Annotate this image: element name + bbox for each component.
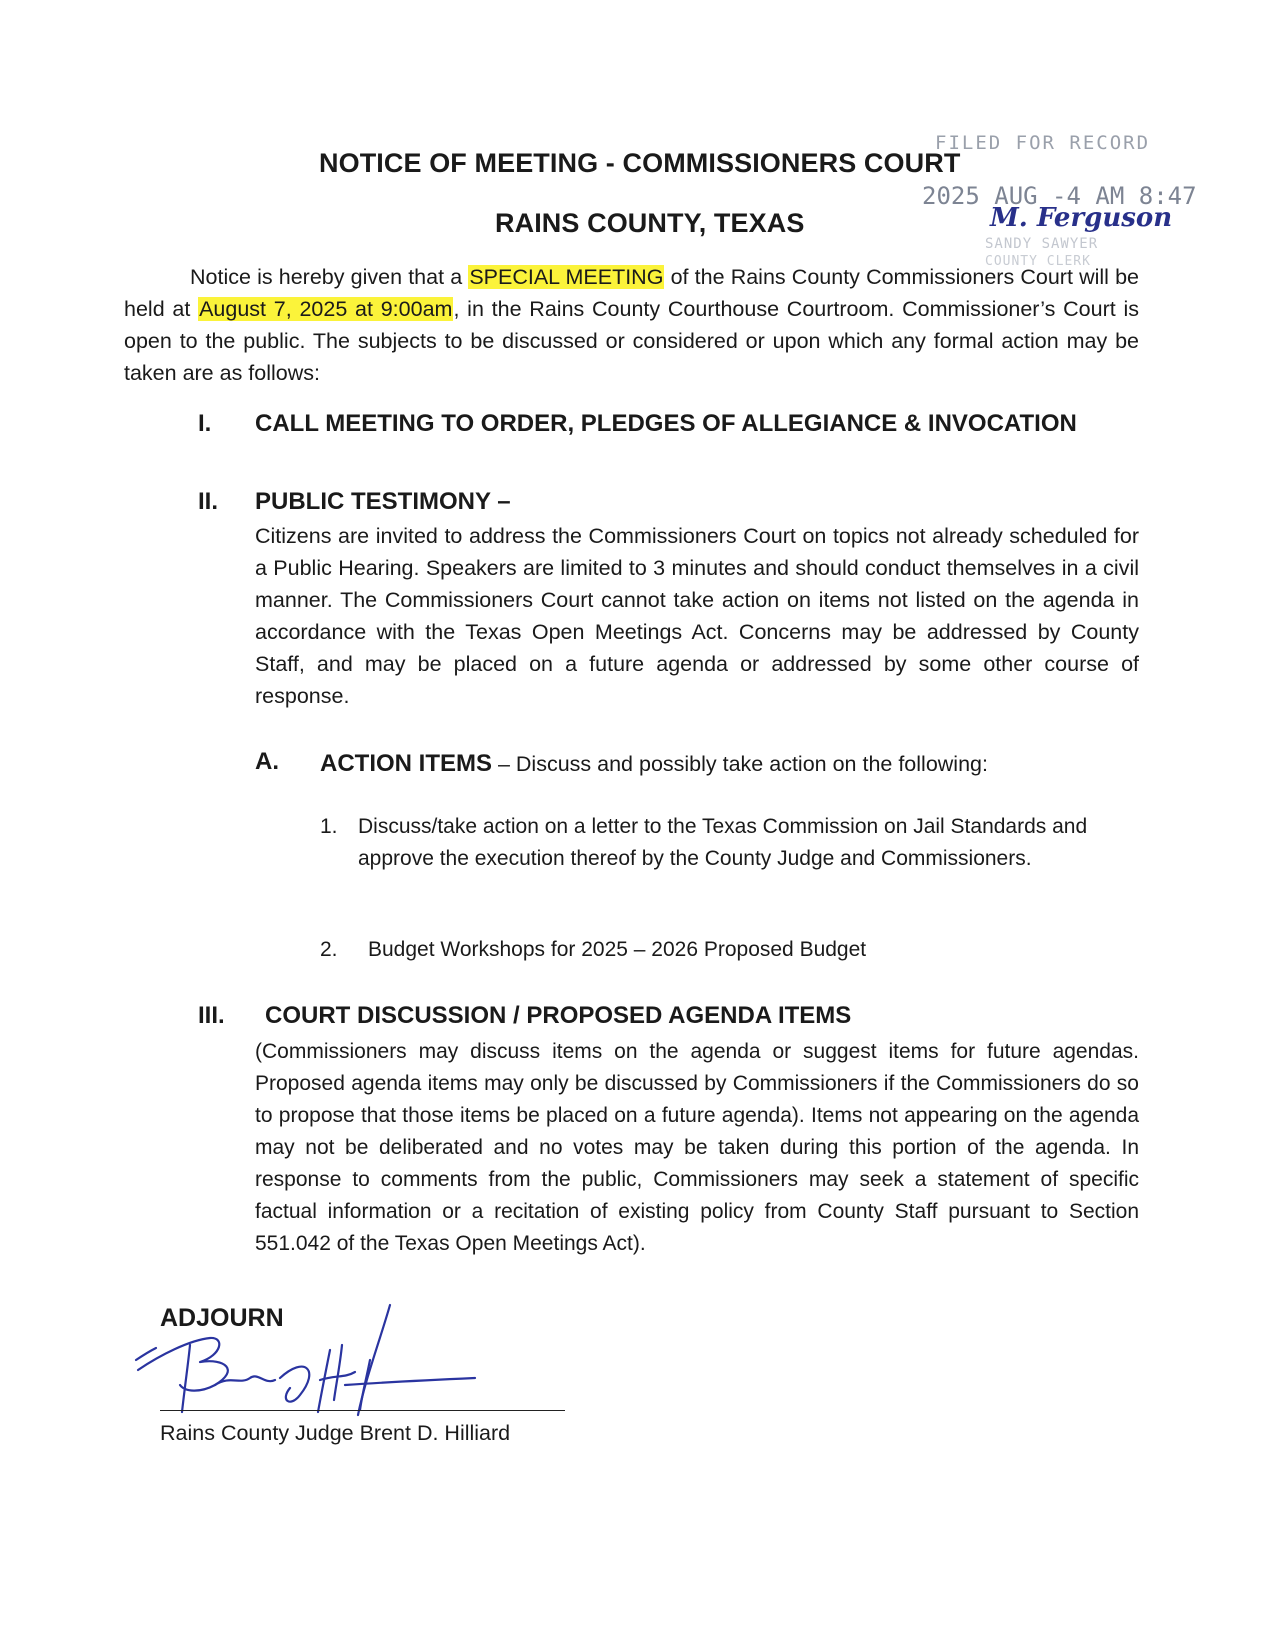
intro-text-2: of the Rains County Commissioners Court will be held at [124, 265, 1139, 321]
action-item-2-number: 2. [320, 938, 338, 961]
action-items-heading: ACTION ITEMS [320, 750, 492, 777]
section-2-numeral: II. [198, 488, 219, 515]
section-3-heading: COURT DISCUSSION / PROPOSED AGENDA ITEMS [265, 1002, 852, 1029]
action-item-1-text: Discuss/take action on a letter to the Texas Commission on Jail Standards and approve the execution thereof by the County Judge and Commissioners. [358, 815, 1088, 870]
special-meeting-highlight: SPECIAL MEETING [469, 265, 664, 289]
signer-name: Rains County Judge Brent D. Hilliard [160, 1421, 511, 1445]
section-2-body: Citizens are invited to address the Commissioners Court on topics not already scheduled for a Public Hearing. Speakers are limited to 3 minutes and should conduct themselves in a civil manner. The Commissioners Court cannot take action on items not listed on the agenda in accordance with the Texas Open Meetings Act. Concerns may be addressed by County Staff, and may be placed on a future agenda or addressed by some other course of response. [255, 524, 1139, 708]
action-item-1-number: 1. [320, 815, 338, 838]
filing-datetime-stamp: 2025 AUG -4 AM 8:47 [922, 182, 1197, 210]
clerk-name-stamp: SANDY SAWYER [985, 236, 1099, 252]
action-items-header-line [320, 748, 988, 780]
action-items-subheading: – Discuss and possibly take action on the following: [492, 752, 988, 776]
action-items-letter: A. [255, 748, 279, 775]
section-3-numeral: III. [198, 1002, 225, 1029]
section-1-heading: CALL MEETING TO ORDER, PLEDGES OF ALLEGIANCE & INVOCATION [255, 410, 1077, 437]
page-subtitle: RAINS COUNTY, TEXAS [495, 208, 805, 238]
section-3-body: (Commissioners may discuss items on the agenda or suggest items for future agendas. Proposed agenda items may only be discussed by Commissioners if the Commissioners do so to propose that those items be placed on a future agenda). Items not appearing on the agenda may not be deliberated and no votes may be taken during this portion of the agenda. In response to comments from the public, Commissioners may seek a statement of specific factual information or a recitation of existing policy from County Staff pursuant to Section 551.042 of the Texas Open Meetings Act). [255, 1040, 1139, 1255]
page-title: NOTICE OF MEETING - COMMISSIONERS COURT [319, 148, 961, 178]
intro-paragraph [124, 261, 1139, 389]
clerk-initials-signature: M. Ferguson [990, 203, 1173, 233]
filed-for-record-stamp: FILED FOR RECORD [935, 132, 1151, 154]
intro-text-1: Notice is hereby given that a [190, 265, 469, 289]
meeting-date-highlight: August 7, 2025 at 9:00am [199, 297, 453, 321]
section-1-numeral: I. [198, 410, 212, 437]
adjourn-heading: ADJOURN [160, 1304, 284, 1332]
intro-text-3: , in the Rains County Courthouse Courtroom. Commissioner’s Court is open to the public. The subjects to be discussed or considered or upon which any formal action may be taken are as follows: [124, 297, 1140, 385]
signature-line [160, 1410, 565, 1411]
section-2-heading: PUBLIC TESTIMONY – [255, 488, 511, 515]
clerk-title-stamp: COUNTY CLERK [985, 254, 1091, 269]
action-item-2-text: Budget Workshops for 2025 – 2026 Proposed Budget [368, 938, 867, 961]
